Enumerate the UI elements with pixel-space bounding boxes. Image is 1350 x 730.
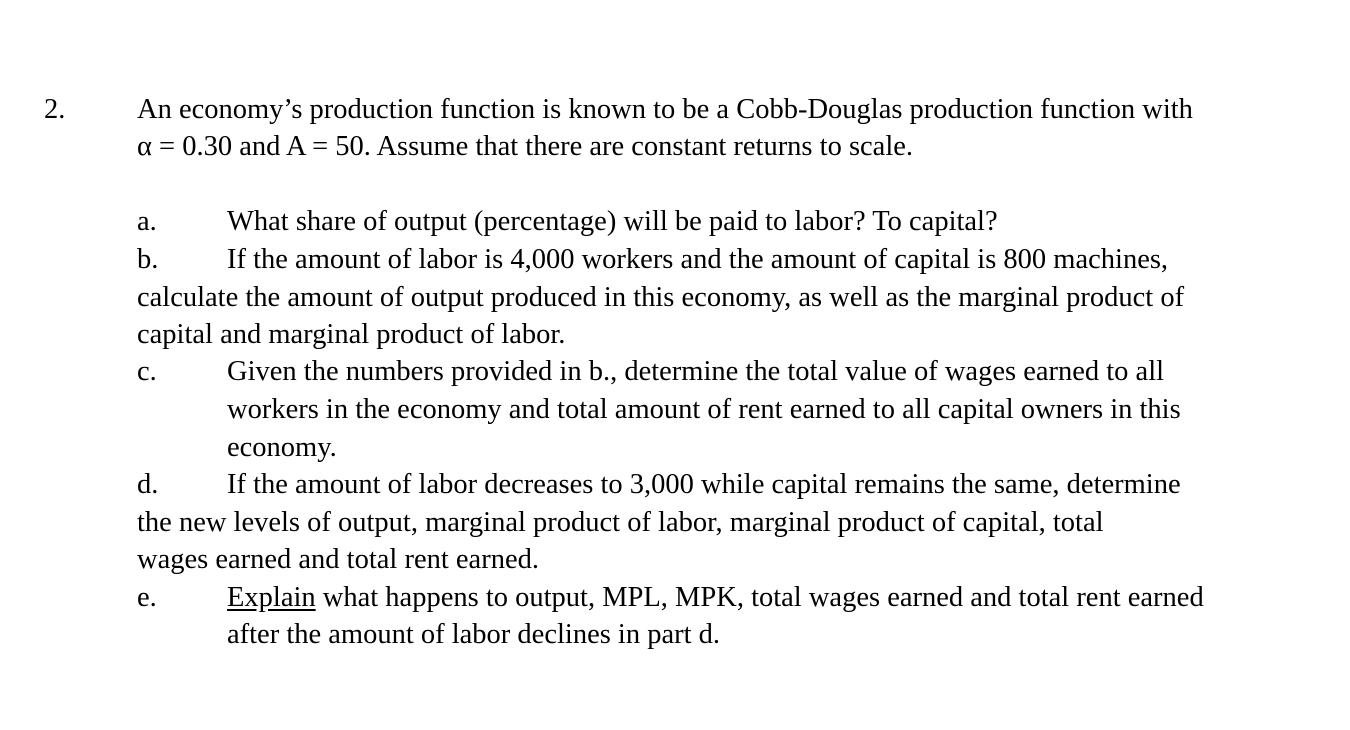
part-e-text-1-rest: what happens to output, MPL, MPK, total wages earned and total rent earned <box>315 582 1204 613</box>
part-b-text-1: If the amount of labor is 4,000 workers and the amount of capital is 800 machines, <box>227 244 1169 275</box>
explain-emphasis: Explain <box>227 582 316 613</box>
part-c-text-3: economy. <box>227 432 337 463</box>
part-a-label: a. <box>137 206 157 237</box>
part-c-text-1: Given the numbers provided in b., determine the total value of wages earned to all <box>227 356 1165 387</box>
part-e-text-2: after the amount of labor declines in part d. <box>227 619 721 650</box>
question-number: 2. <box>44 94 66 125</box>
part-d-text-3: wages earned and total rent earned. <box>137 544 539 575</box>
intro-line-1: An economy’s production function is known to be a Cobb-Douglas production function with <box>137 94 1193 125</box>
part-d-text-2: the new levels of output, marginal product of labor, marginal product of capital, total <box>137 507 1104 538</box>
part-e-label: e. <box>137 582 157 613</box>
part-b-text-2: calculate the amount of output produced in this economy, as well as the marginal product of <box>137 282 1185 313</box>
part-e-text-1 <box>227 584 1204 613</box>
part-c-text-2: workers in the economy and total amount of rent earned to all capital owners in this <box>227 394 1181 425</box>
part-d-label: d. <box>137 469 159 500</box>
part-b-label: b. <box>137 244 159 275</box>
part-a-text: What share of output (percentage) will be paid to labor? To capital? <box>227 206 998 237</box>
part-d-text-1: If the amount of labor decreases to 3,000 while capital remains the same, determine <box>227 469 1181 500</box>
part-c-label: c. <box>137 356 157 387</box>
intro-line-2: α = 0.30 and A = 50. Assume that there are constant returns to scale. <box>137 131 914 162</box>
part-b-text-3: capital and marginal product of labor. <box>137 319 566 350</box>
